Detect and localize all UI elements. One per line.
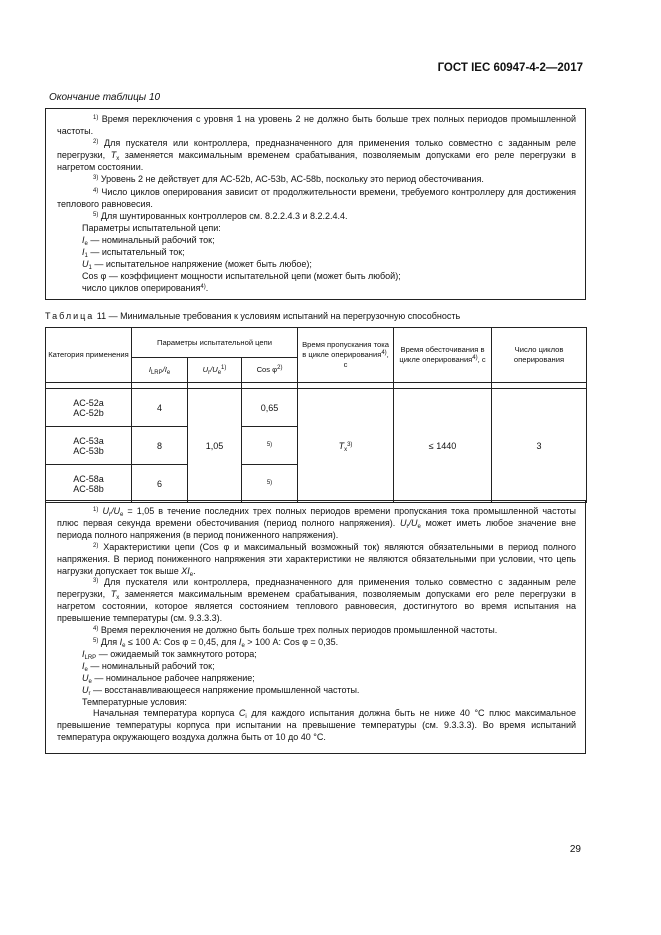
temp-text: Начальная температура корпуса $C_i$ для каждого испытания должна быть не ниже 40 °С плюс максимальное превышение температуры корпуса при испытании на превышение температуры (см. 9.3.3.3). Во время испытаний температура окружающего воздуха должна быть от 10 до 40 °С. xyxy=(57,708,576,743)
off-time-cell: ≤ 1440 xyxy=(394,389,492,503)
page-number: 29 xyxy=(569,844,581,855)
header-category: Категория применения xyxy=(46,328,132,383)
note-4: $^{4)}$ Время переключения не должно быть больше трех полных периодов промышленной частоты. xyxy=(93,625,498,636)
param-cos: Cos φ — коэффициент мощности испытательной цепи (может быть любой); xyxy=(82,271,401,282)
params-title: Параметры испытательной цепи: xyxy=(82,222,221,233)
cos-cell: 0,65 xyxy=(242,389,298,427)
cos-cell: 5) xyxy=(242,465,298,503)
def-ue: $U_e$ — номинальное рабочее напряжение; xyxy=(82,672,255,685)
note-2: $^{2)}$ Характеристики цепи (Cos φ и максимальный возможный ток) являются обязательными в период полного напряжения. В период пониженного напряжения эти характеристики не являются обязательными при условии, что цепь нагрузки допускает ток выше $XI_e$. xyxy=(57,541,576,578)
table11-notes xyxy=(45,500,586,754)
header-ilrp-ie: $I_{LRP}/I_e$ xyxy=(132,358,188,383)
param-u1: $U_1$ — испытательное напряжение (может быть любое); xyxy=(82,259,312,272)
param-cycles: число циклов оперирования$^{4)}$. xyxy=(82,283,209,294)
table-row xyxy=(46,389,587,427)
header-ur-ue: $U_r/U_e^{1)}$ xyxy=(188,358,242,383)
header-ops: Число циклов оперирования xyxy=(492,328,587,383)
ops-cell: 3 xyxy=(492,389,587,503)
category-cell: AC-53a AC-53b xyxy=(46,427,132,465)
table11 xyxy=(45,327,587,503)
current-time-cell: $T_x^{3)}$ xyxy=(298,389,394,503)
note-5: $^{5)}$ Для шунтированных контроллеров см. 8.2.2.4.3 и 8.2.2.4.4. xyxy=(93,210,348,221)
ur-cell: 1,05 xyxy=(188,389,242,503)
temp-title: Температурные условия: xyxy=(82,696,187,707)
header-current-time: Время пропускания тока в цикле оперирования$^{4)}$, с xyxy=(298,328,394,383)
note-2: $^{2)}$ Для пускателя или контроллера, предназначенного для применения только совместно с заданным реле перегрузки, $T_x$ заменяется максимальным временем срабатывания, позволяемым допусками его реле перегрузки в нагретом состоянии. xyxy=(57,138,576,173)
def-ur: $U_r$ — восстанавливающееся напряжение промышленной частоты. xyxy=(82,684,360,697)
ilrp-cell: 4 xyxy=(132,389,188,427)
continuation-caption: Окончание таблицы 10 xyxy=(49,92,161,103)
param-ie: $I_e$ — номинальный рабочий ток; xyxy=(82,234,215,247)
def-ie: $I_e$ — номинальный рабочий ток; xyxy=(82,660,215,673)
header-cos: Cos $\varphi^{2)}$ xyxy=(242,358,298,383)
header-params: Параметры испытательной цепи xyxy=(132,328,298,358)
note-1: $^{1)}$ Время переключения с уровня 1 на уровень 2 не должно быть больше трех полных периодов промышленной частоты. xyxy=(57,114,576,137)
note-5: $^{5)}$ Для $I_e \le 100$ А: Cos φ = 0,45, для $I_e > 100$ А: Cos φ = 0,35. xyxy=(93,636,339,649)
note-3: $^{3)}$ Для пускателя или контроллера, предназначенного для применения только совместно с заданным реле перегрузки, $T_x$ заменяется максимальным временем срабатывания, позволяемым допусками его реле перегрузки в нагретом состоянии, которое является состоянием теплового равновесия, достигнутого во время испытания на превышение температуры (см. 9.3.3.3). xyxy=(57,577,576,624)
note-3: $^{3)}$ Уровень 2 не действует для АС-52b, АС-53b, АС-58b, поскольку это период обесточивания. xyxy=(93,174,484,185)
table11-title: Таблица 11 — Минимальные требования к условиям испытаний на перегрузочную способность xyxy=(45,311,461,321)
table10-notes xyxy=(45,108,586,300)
ilrp-cell: 6 xyxy=(132,465,188,503)
category-cell: AC-52a AC-52b xyxy=(46,389,132,427)
header-off-time: Время обесточивания в цикле оперирования$^{4)}$, с xyxy=(394,328,492,383)
standard-header: ГОСТ IEC 60947-4-2—2017 xyxy=(437,62,583,74)
ilrp-cell: 8 xyxy=(132,427,188,465)
cos-cell: 5) xyxy=(242,427,298,465)
param-i1: $I_1$ — испытательный ток; xyxy=(82,247,185,260)
note-1: $^{1)}$ $U_r/U_e = 1,05$ в течение последних трех полных периодов времени пропускания тока промышленной частоты плюс первая секунда времени обесточивания (период полного напряжения). $U_r/U_e$ может иметь любое значение вне периода полного напряжения (в период пониженного напряжения). xyxy=(57,506,577,540)
category-cell: AC-58a AC-58b xyxy=(46,465,132,503)
note-4: $^{4)}$ Число циклов оперирования зависит от продолжительности времени, требуемого контроллеру для достижения теплового равновесия. xyxy=(57,186,576,209)
def-ilrp: $I_{LRP}$ — ожидаемый ток замкнутого ротора; xyxy=(82,648,257,661)
